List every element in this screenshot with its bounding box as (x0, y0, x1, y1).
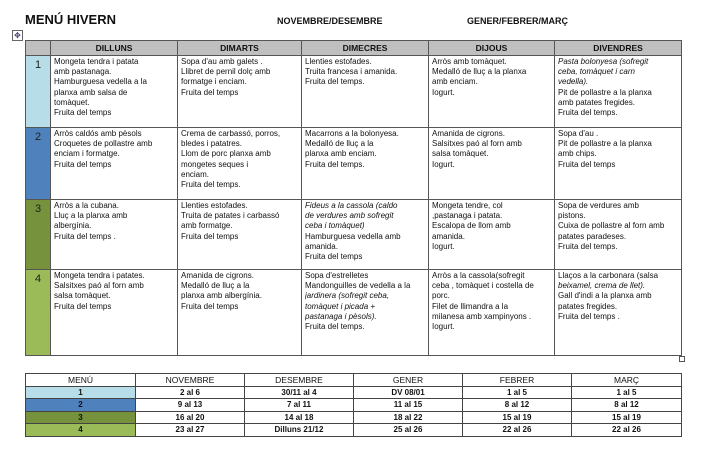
menu-line: ceba i tomàquet) (305, 221, 365, 231)
dates-menu-number: 2 (26, 399, 136, 412)
menu-line: Fruita del temps (54, 108, 112, 118)
menu-line: Fruita del temps (181, 87, 239, 97)
menu-line: Fruita del temps. (558, 241, 618, 251)
menu-line: salsa tomàquet. (432, 149, 489, 159)
dates-cell: 1 al 5 (572, 386, 682, 399)
menu-line: Fruita del temps. (558, 108, 618, 118)
menu-line: Fruita del temps . (54, 231, 116, 241)
menu-line: ,pastanaga i patata. (432, 211, 503, 221)
dates-cell: 16 al 20 (136, 411, 245, 424)
dates-row (26, 399, 682, 412)
menu-line: Salsitxes paó al forn amb (432, 139, 522, 149)
menu-week-row (26, 200, 682, 270)
menu-cell[interactable] (51, 200, 178, 270)
dates-header: FEBRER (463, 374, 572, 387)
menu-line: de verdures amb sofregit (305, 211, 394, 221)
menu-cell[interactable] (302, 128, 429, 200)
menu-line: Cuixa de pollastre al forn amb (558, 221, 665, 231)
menu-week-row (26, 270, 682, 356)
menu-line: Arròs amb tomàquet. (432, 57, 507, 66)
menu-cell[interactable] (555, 128, 682, 200)
menu-line: amb chips. (558, 149, 597, 159)
menu-title: MENÚ HIVERN (25, 12, 117, 27)
menu-line: Llom de porc planxa amb (181, 149, 271, 159)
menu-week-row (26, 128, 682, 200)
menu-line: Filet de llimandra a la (432, 301, 509, 311)
menu-line: Mongeta tendra i patates. (54, 271, 145, 280)
menu-line: Iogurt. (432, 322, 455, 332)
menu-cell[interactable] (178, 128, 302, 200)
dates-row (26, 411, 682, 424)
menu-line: amb enciam. (432, 77, 478, 87)
menu-cell[interactable] (178, 200, 302, 270)
menu-line: ceba , tomàquet i costella de (432, 281, 534, 291)
menu-line: Crema de carbassó, porros, (181, 129, 281, 138)
menu-line: planxa amb enciam. (305, 149, 377, 159)
dates-cell: Dilluns 21/12 (245, 424, 354, 437)
menu-line: patates paradeses. (558, 231, 627, 241)
menu-line: mongetes seques i (181, 159, 249, 169)
menu-line: Fruita del temps. (181, 180, 241, 190)
menu-line: Fruita del temps. (305, 322, 365, 332)
menu-line: Salsitxes paó al forn amb (54, 281, 144, 291)
menu-line: Llenties estofades. (305, 57, 372, 66)
dates-cell: 8 al 12 (572, 399, 682, 412)
menu-line: Truita de patates i carbassó (181, 211, 280, 221)
menu-line: albergínia. (54, 221, 92, 231)
week-number: 1 (26, 56, 51, 128)
period-jan-mar: GENER/FEBRER/MARÇ (467, 16, 569, 26)
menu-cell[interactable] (178, 270, 302, 356)
menu-line: pastanaga i pèsols). (305, 311, 377, 321)
menu-line: Mandonguilles de vedella a la (305, 281, 411, 291)
menu-line: Amanida de cigrons. (181, 271, 254, 280)
dates-cell: 2 al 6 (136, 386, 245, 399)
menu-line: tomàquet. (54, 97, 90, 107)
menu-line: amb pastanaga. (54, 67, 112, 77)
menu-cell[interactable] (429, 128, 555, 200)
menu-line: patates fregides. (558, 301, 618, 311)
menu-line: planxa amb salsa de (54, 87, 128, 97)
dates-cell: 1 al 5 (463, 386, 572, 399)
menu-line: Escalopa de llom amb (432, 221, 511, 231)
dates-menu-number: 1 (26, 386, 136, 399)
menu-line: amanida. (432, 231, 465, 241)
menu-line: amanida. (305, 241, 338, 251)
dates-cell: 15 al 19 (463, 411, 572, 424)
dates-table (25, 373, 682, 437)
menu-line: Fruita del temps. (305, 159, 365, 169)
dates-header: MENÚ (26, 374, 136, 387)
menu-line: Pasta bolonyesa (sofregit (558, 57, 649, 66)
week-number: 2 (26, 128, 51, 200)
menu-cell[interactable] (51, 128, 178, 200)
menu-line: Fideus a la cassola (caldo (305, 201, 398, 210)
menu-header-row (26, 41, 682, 56)
dates-cell: 7 al 11 (245, 399, 354, 412)
menu-line: Sopa d'au amb galets . (181, 57, 263, 66)
menu-cell[interactable] (302, 270, 429, 356)
dates-cell: 8 al 12 (463, 399, 572, 412)
week-number: 4 (26, 270, 51, 356)
dates-row (26, 424, 682, 437)
menu-cell[interactable] (51, 56, 178, 128)
menu-cell[interactable] (555, 200, 682, 270)
table-resize-handle[interactable] (679, 356, 685, 362)
menu-cell[interactable] (178, 56, 302, 128)
menu-line: salsa tomàquet. (54, 291, 111, 301)
menu-line: Llenties estofades. (181, 201, 248, 210)
menu-line: Fruita del temps (54, 301, 112, 311)
menu-line: Gall d'indi a la planxa amb (558, 291, 652, 301)
menu-line: vedella). (558, 77, 589, 87)
day-header: DIJOUS (429, 41, 555, 56)
menu-cell[interactable] (302, 56, 429, 128)
menu-line: Truita francesa i amanida. (305, 67, 398, 77)
menu-line: Fruita del temps (181, 231, 239, 241)
day-header: DILLUNS (51, 41, 178, 56)
day-header: DIVENDRES (555, 41, 682, 56)
weekly-menu-table (25, 40, 682, 356)
menu-cell[interactable] (429, 200, 555, 270)
menu-line: Medalló de lluç a la (181, 281, 250, 291)
menu-cell[interactable] (555, 270, 682, 356)
dates-cell: 14 al 18 (245, 411, 354, 424)
menu-line: jardinera (sofregit ceba, (305, 291, 390, 301)
dates-cell: 9 al 13 (136, 399, 245, 412)
menu-line: Amanida de cigrons. (432, 129, 505, 138)
menu-line: planxa amb albergínia. (181, 291, 262, 301)
menu-line: Llibret de pernil dolç amb (181, 67, 271, 77)
dates-cell: 15 al 19 (572, 411, 682, 424)
menu-line: Medalló de lluç a la (305, 139, 374, 149)
menu-line: Fruita del temps. (305, 77, 365, 87)
menu-line: Hamburguesa vedella a la (54, 77, 147, 87)
menu-line: Pit de pollastre a la planxa (558, 139, 652, 149)
dates-header: NOVEMBRE (136, 374, 245, 387)
menu-line: Sopa d'estrelletes (305, 271, 369, 280)
menu-line: milanesa amb xampinyons . (432, 311, 532, 321)
dates-header-row (26, 374, 682, 387)
dates-menu-number: 4 (26, 424, 136, 437)
dates-cell: DV 08/01 (354, 386, 463, 399)
period-nov-dec: NOVEMBRE/DESEMBRE (277, 16, 383, 26)
menu-line: Llaços a la carbonara (salsa (558, 271, 659, 280)
menu-line: Pit de pollastre a la planxa (558, 87, 652, 97)
dates-cell: 22 al 26 (463, 424, 572, 437)
dates-cell: 11 al 15 (354, 399, 463, 412)
menu-line: tomàquet i picada + (305, 301, 376, 311)
menu-line: Iogurt. (432, 87, 455, 97)
menu-cell[interactable] (429, 270, 555, 356)
menu-line: bledes i patatres. (181, 139, 242, 149)
menu-line: Fruita del temps (305, 252, 363, 262)
menu-line: Sopa d'au . (558, 129, 599, 138)
menu-line: Fruita del temps (181, 301, 239, 311)
menu-line: Fruita del temps (558, 159, 616, 169)
dates-cell: 22 al 26 (572, 424, 682, 437)
menu-line: Arròs a la cassola(sofregit (432, 271, 525, 280)
menu-line: enciam i formatge. (54, 149, 120, 159)
dates-cell: 18 al 22 (354, 411, 463, 424)
menu-cell[interactable] (429, 56, 555, 128)
menu-line: pistons. (558, 211, 586, 221)
menu-cell[interactable] (51, 270, 178, 356)
menu-line: amb patates fregides. (558, 97, 635, 107)
dates-cell: 23 al 27 (136, 424, 245, 437)
menu-line: Iogurt. (432, 159, 455, 169)
menu-line: formatge i enciam. (181, 77, 247, 87)
dates-row (26, 386, 682, 399)
menu-line: amb formatge. (181, 221, 233, 231)
menu-line: beixamel, crema de llet). (558, 281, 646, 291)
menu-line: Fruita del temps . (558, 311, 620, 321)
menu-line: Arròs caldós amb pèsols (54, 129, 142, 138)
menu-cell[interactable] (302, 200, 429, 270)
dates-header: MARÇ (572, 374, 682, 387)
dates-header: DESEMBRE (245, 374, 354, 387)
day-header: DIMECRES (302, 41, 429, 56)
menu-week-row (26, 56, 682, 128)
dates-menu-number: 3 (26, 411, 136, 424)
menu-line: Medalló de lluç a la planxa (432, 67, 527, 77)
week-number: 3 (26, 200, 51, 270)
menu-line: Iogurt. (432, 241, 455, 251)
menu-line: Lluç a la planxa amb (54, 211, 128, 221)
dates-header: GENER (354, 374, 463, 387)
menu-line: Hamburguesa vedella amb (305, 231, 401, 241)
menu-cell[interactable] (555, 56, 682, 128)
menu-line: Mongeta tendra i patata (54, 57, 139, 66)
dates-cell: 25 al 26 (354, 424, 463, 437)
menu-line: Mongeta tendre, col (432, 201, 503, 210)
table-move-handle-icon[interactable]: ✥ (12, 30, 23, 41)
menu-line: Fruita del temps (54, 159, 112, 169)
menu-header-blank (26, 41, 51, 56)
menu-line: Macarrons a la bolonyesa. (305, 129, 399, 138)
day-header: DIMARTS (178, 41, 302, 56)
menu-line: enciam. (181, 169, 210, 179)
menu-line: Croquetes de pollastre amb (54, 139, 153, 149)
menu-line: porc. (432, 291, 450, 301)
dates-cell: 30/11 al 4 (245, 386, 354, 399)
menu-line: Arròs a la cubana. (54, 201, 119, 210)
menu-line: Sopa de verdures amb (558, 201, 639, 210)
menu-line: ceba, tomàquet i carn (558, 67, 635, 77)
